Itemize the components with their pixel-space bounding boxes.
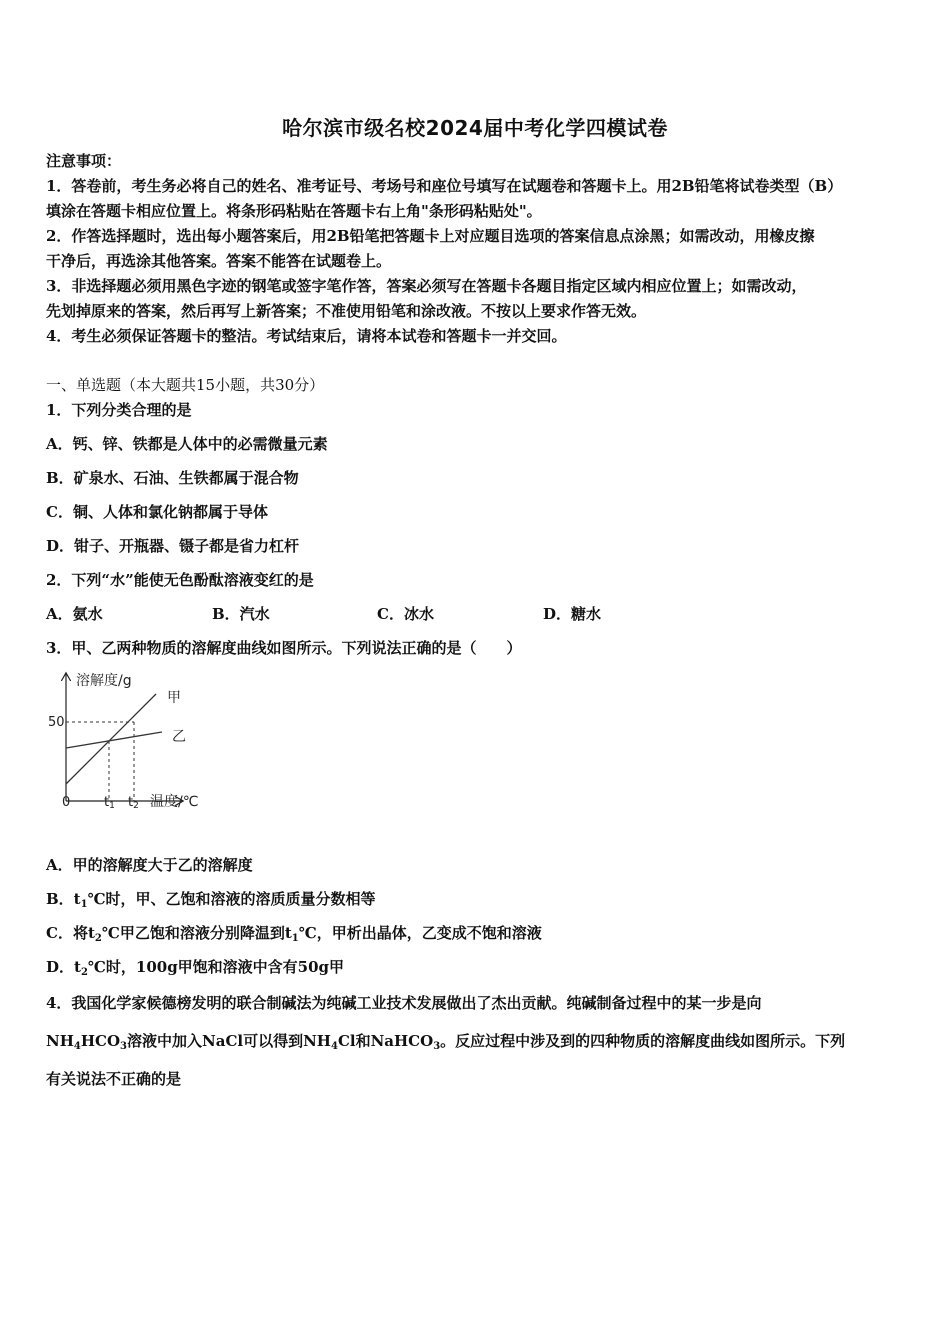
q3-option-d: D．$t_2℃$时，100g甲饱和溶液中含有50g甲 — [46, 958, 345, 978]
curve-jia — [66, 694, 156, 784]
q2-stem: 2．下列“水”能使无色酚酞溶液变红的是 — [46, 571, 314, 589]
y-tick-50: 50 — [48, 715, 65, 730]
q3-option-a: A．甲的溶解度大于乙的溶解度 — [46, 856, 253, 874]
page-title: 哈尔滨市级名校2024届中考化学四模试卷 — [282, 116, 668, 140]
legend-yi: 乙 — [172, 729, 186, 745]
q2-option-a: A．氨水 — [46, 605, 103, 623]
q3-option-c: C．将$t_2℃$甲乙饱和溶液分别降温到$t_1℃$，甲析出晶体，乙变成不饱和溶液 — [46, 924, 542, 944]
y-axis-label: 溶解度/g — [76, 673, 132, 689]
q2-option-b: B．汽水 — [212, 605, 270, 623]
q1-option-d: D．钳子、开瓶器、镊子都是省力杠杆 — [46, 537, 300, 555]
x-tick-t2: t2 — [128, 795, 139, 811]
origin-label: 0 — [62, 795, 71, 810]
notice-line: 1．答卷前，考生务必将自己的姓名、准考证号、考场号和座位号填写在试题卷和答题卡上。用2B铅笔将试卷类型（B） — [46, 177, 843, 195]
x-axis-label: 温度/℃ — [150, 794, 199, 810]
q4-line-3: 有关说法不正确的是 — [46, 1070, 182, 1088]
q2-option-d: D．糖水 — [543, 605, 602, 623]
q4-line-2: $NH_4HCO_3$溶液中加入NaCl可以得到$NH_4Cl$和NaHCO$_3$。反应过程中涉及到的四种物质的溶解度曲线如图所示。下列 — [46, 1032, 846, 1052]
solubility-chart — [40, 664, 220, 814]
q1-option-a: A．钙、锌、铁都是人体中的必需微量元素 — [46, 435, 328, 453]
q3-option-b: B．$t_1℃$时，甲、乙饱和溶液的溶质质量分数相等 — [46, 890, 376, 910]
notice-line: 4．考生必须保证答题卡的整洁。考试结束后，请将本试卷和答题卡一并交回。 — [46, 327, 567, 345]
q1-option-b: B．矿泉水、石油、生铁都属于混合物 — [46, 469, 299, 487]
section-heading: 一、单选题（本大题共15小题，共30分） — [46, 376, 325, 394]
curve-yi — [66, 732, 162, 748]
notice-line: 填涂在答题卡相应位置上。将条形码粘贴在答题卡右上角"条形码粘贴处"。 — [46, 202, 542, 220]
notice-line: 3．非选择题必须用黑色字迹的钢笔或签字笔作答，答案必须写在答题卡各题目指定区域内相应位置上；如需改动， — [46, 277, 807, 295]
notice-line: 先划掉原来的答案，然后再写上新答案；不准使用铅笔和涂改液。不按以上要求作答无效。 — [46, 302, 647, 320]
x-tick-t1: t1 — [104, 795, 115, 811]
q4-line-1: 4．我国化学家候德榜发明的联合制碱法为纯碱工业技术发展做出了杰出贡献。纯碱制备过程中的某一步是向 — [46, 994, 762, 1012]
notice-line: 2．作答选择题时，选出每小题答案后，用2B铅笔把答题卡上对应题目选项的答案信息点涂黑；如需改动，用橡皮擦 — [46, 227, 815, 245]
q1-stem: 1．下列分类合理的是 — [46, 401, 192, 419]
legend-jia: 甲 — [167, 690, 181, 706]
q3-stem: 3．甲、乙两种物质的溶解度曲线如图所示。下列说法正确的是（ ） — [46, 639, 522, 657]
notice-heading: 注意事项： — [46, 152, 122, 170]
q1-option-c: C．铜、人体和氯化钠都属于导体 — [46, 503, 268, 521]
notice-line: 干净后，再选涂其他答案。答案不能答在试题卷上。 — [46, 252, 392, 270]
q2-option-c: C．冰水 — [377, 605, 434, 623]
